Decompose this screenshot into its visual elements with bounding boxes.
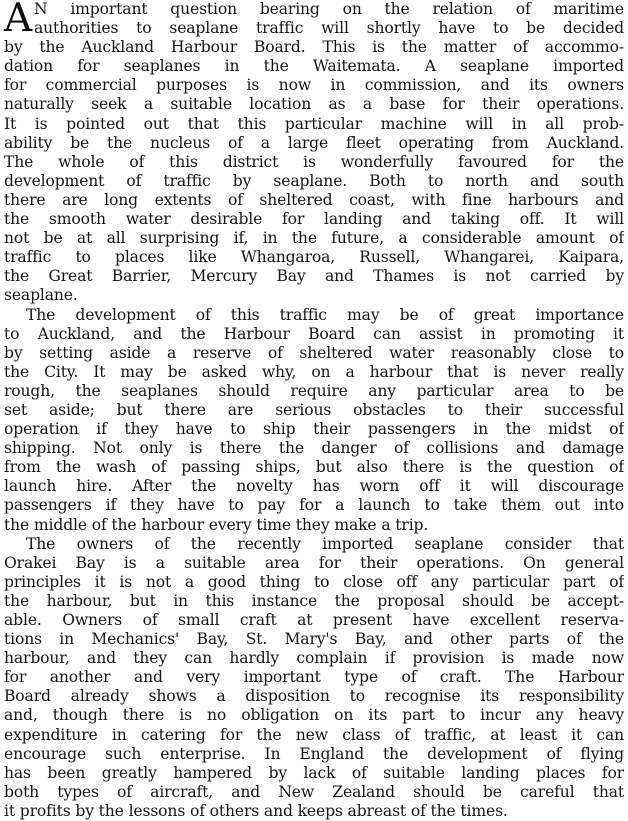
text-line: from the wash of passing ships, but also there is the question of (4, 458, 624, 477)
text-line: passengers if they have to pay for a launch to take them out into (4, 496, 624, 515)
text-line: the harbour, but in this instance the proposal should be accept- (4, 591, 624, 610)
text-line: for another and very important type of craft. The Harbour (4, 668, 624, 687)
text-line: the smooth water desirable for landing and taking off. It will (4, 210, 624, 229)
text-line: both types of aircraft, and New Zealand should be careful that (4, 782, 624, 801)
text-line: has been greatly hampered by lack of suitable landing places for (4, 763, 624, 782)
paragraph-2 (4, 306, 624, 535)
text-line: able. Owners of small craft at present have excellent reserva- (4, 611, 624, 629)
text-line: launch hire. After the novelty has worn off it will discourage (4, 477, 624, 496)
text-line: set aside; but there are serious obstacles to their successful (4, 400, 624, 419)
text-line: tions in Mechanics' Bay, St. Mary's Bay, and other parts of the (4, 630, 624, 649)
text-line: operation if they have to ship their passengers in the midst of (4, 420, 624, 439)
article-body (4, 0, 624, 821)
text-line: seaplane. (4, 286, 78, 305)
text-line: development of traffic by seaplane. Both to north and south (4, 171, 624, 190)
text-line: by setting aside a reserve of sheltered water reasonably close to (4, 343, 624, 362)
text-line: N important question bearing on the relation of maritime (34, 0, 624, 18)
text-line: naturally seek a suitable location as a base for their operations. (4, 95, 624, 114)
text-line: dation for seaplanes in the Waitemata. A seaplane imported (4, 57, 624, 76)
text-line: harbour, and they can hardly complain if provision is made now (4, 649, 624, 668)
text-line: The owners of the recently imported seaplane consider that (26, 534, 624, 553)
text-line: there are long extents of sheltered coast, with fine harbours and (4, 190, 624, 209)
text-line: encourage such enterprise. In England the development of flying (4, 744, 624, 763)
text-line: the Great Barrier, Mercury Bay and Thames is not carried by (4, 267, 624, 286)
text-line: traffic to places like Whangaroa, Russell, Whangarei, Kaipara, (4, 248, 624, 267)
text-line: rough, the seaplanes should require any particular area to be (4, 381, 624, 400)
text-line: for commercial purposes is now in commission, and its owners (4, 76, 624, 95)
text-line: The development of this traffic may be of great importance (26, 305, 624, 324)
text-line: it profits by the lessons of others and keeps abreast of the times. (4, 801, 508, 820)
text-line: and, though there is no obligation on its part to incur any heavy (4, 706, 624, 725)
text-line: Board already shows a disposition to recognise its responsibility (4, 687, 624, 706)
text-line: the City. It may be asked why, on a harbour that is never really (4, 362, 624, 381)
text-line: Orakei Bay is a suitable area for their operations. On general (4, 553, 624, 572)
text-line: to Auckland, and the Harbour Board can assist in promoting it (4, 324, 624, 343)
text-line: It is pointed out that this particular machine will in all prob- (4, 114, 624, 133)
paragraph-1 (4, 0, 624, 306)
text-line: ability be the nucleus of a large fleet operating from Auckland. (4, 133, 624, 152)
text-line: shipping. Not only is there the danger of collisions and damage (4, 439, 624, 458)
text-line: the middle of the harbour every time they make a trip. (4, 515, 429, 534)
text-line: principles it is not a good thing to close off any particular part of (4, 572, 624, 591)
text-line: The whole of this district is wonderfully favoured for the (4, 152, 624, 171)
text-line: not be at all surprising if, in the future, a considerable amount of (4, 229, 624, 248)
text-line: authorities to seaplane traffic will shortly have to be decided (34, 19, 624, 38)
text-line: by the Auckland Harbour Board. This is the matter of accommo- (4, 38, 624, 57)
drop-cap: A (4, 0, 33, 41)
text-line: expenditure in catering for the new class of traffic, at least it can (4, 725, 624, 744)
paragraph-3 (4, 535, 624, 821)
